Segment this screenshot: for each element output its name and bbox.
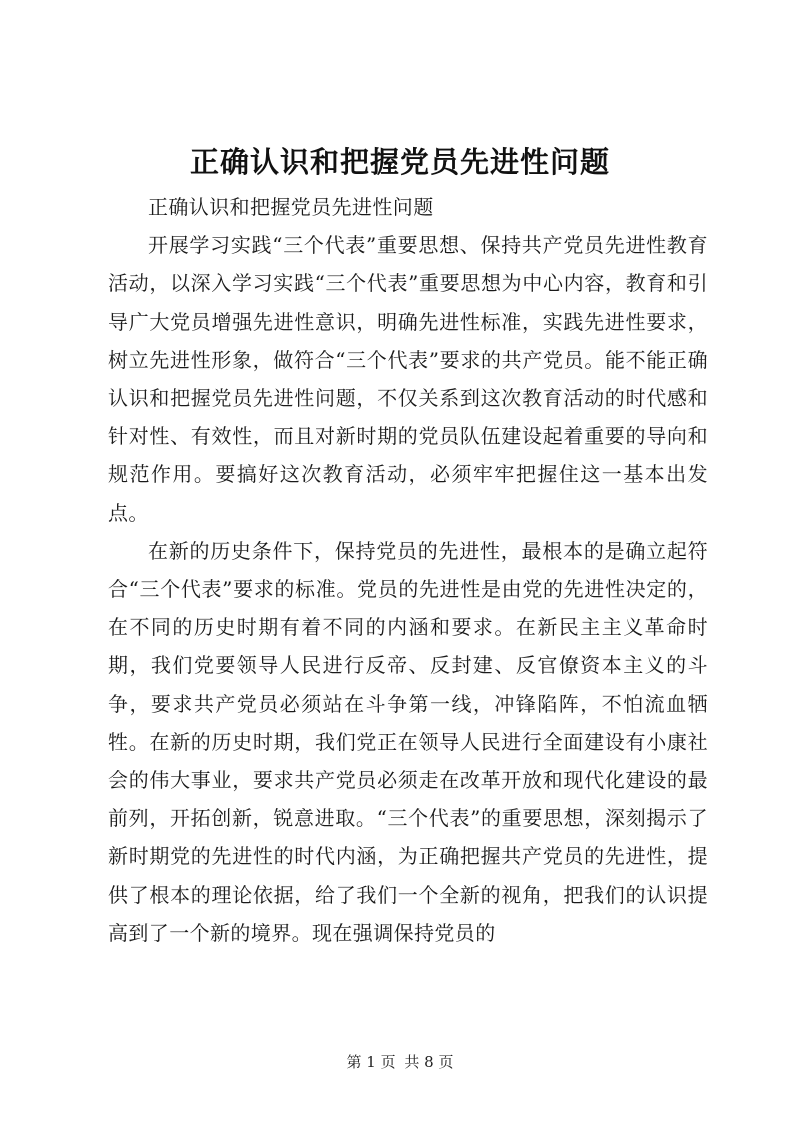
page-footer (0, 1052, 800, 1072)
paragraph: 开展学习实践“三个代表”重要思想、保持共产党员先进性教育活动，以深入学习实践“三个代表”重要思想为中心内容，教育和引导广大党员增强先进性意识，明确先进性标准，实践先进性要求，树立先进性形象，做符合“三个代表”要求的共产党员。能不能正确认识和把握党员先进性问题，不仅关系到这次教育活动的时代感和针对性、有效性，而且对新时期的党员队伍建设起着重要的导向和规范作用。要搞好这次教育活动，必须牢牢把握住这一基本出发点。 (108, 233, 708, 525)
paragraph: 正确认识和把握党员先进性问题 (148, 195, 434, 219)
document-body (108, 188, 708, 952)
page-total: 共 8 页 (404, 1053, 454, 1071)
page-title: 正确认识和把握党员先进性问题 (189, 145, 610, 179)
page-number: 第 1 页 (346, 1053, 396, 1071)
paragraph: 在新的历史条件下，保持党员的先进性，最根本的是确立起符合“三个代表”要求的标准。党员的先进性是由党的先进性决定的，在不同的历史时期有着不同的内涵和要求。在新民主主义革命时期，我们党要领导人民进行反帝、反封建、反官僚资本主义的斗争，要求共产党员必须站在斗争第一线，冲锋陷阵，不怕流血牺牲。在新的历史时期，我们党正在领导人民进行全面建设有小康社会的伟大事业，要求共产党员必须走在改革开放和现代化建设的最前列，开拓创新，锐意进取。“三个代表”的重要思想，深刻揭示了新时期党的先进性的时代内涵，为正确把握共产党员的先进性，提供了根本的理论依据，给了我们一个全新的视角，把我们的认识提高到了一个新的境界。现在强调保持党员的 (108, 538, 708, 945)
